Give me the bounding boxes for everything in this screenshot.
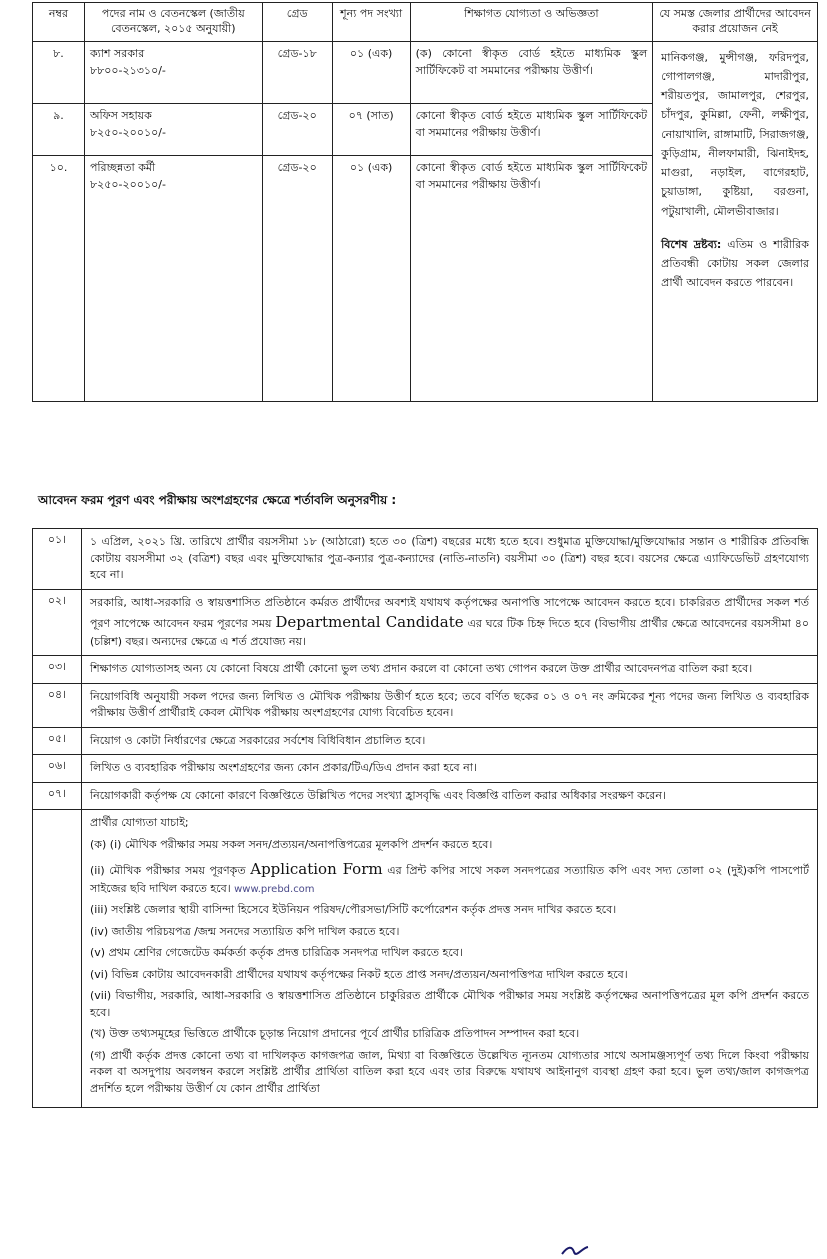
condition-row [33, 589, 818, 656]
watermark-text: www.prebd.com [234, 883, 315, 895]
row-vacancy: ০১ (এক) [332, 41, 410, 103]
row-qualification: (ক) কোনো স্বীকৃত বোর্ড হইতে মাধ্যমিক স্কুল সার্টিফিকেট বা সমমানের পরীক্ষায় উত্তীর্ণ। [410, 41, 653, 103]
header-excluded-districts: যে সমস্ত জেলার প্রার্থীদের আবেদন করার প্রয়োজন নেই [653, 3, 818, 42]
verification-item: (খ) উক্ত তথ্যসমূহের ভিত্তিতে প্রার্থীকে চূড়ান্ত নিয়োগ প্রদানের পূর্বে প্রার্থীর চারিত্রিক প্রতিপাদন সম্পাদন করা হবে। [90, 1027, 580, 1040]
row-post [84, 155, 262, 401]
table-row [33, 41, 818, 103]
condition-row [33, 656, 818, 684]
header-grade: গ্রেড [262, 3, 332, 42]
row-vacancy: ০১ (এক) [332, 155, 410, 401]
verification-text-part: এর প্রিন্ট কপির সাথে সকল সনদপত্রের সত্যায়িত কপি এবং সদ্য তোলা ০২ (দুই)কপি পাসপোর্ট সাইজের ছবি দাখিল করতে হবে। [90, 864, 809, 895]
special-note [661, 235, 809, 293]
condition-row [33, 755, 818, 783]
condition-number: ০৭। [33, 782, 82, 810]
application-form-term: Application Form [250, 860, 383, 878]
posts-table [32, 2, 818, 402]
verification-item: (iv) জাতীয় পরিচয়পত্র /জন্ম সনদের সত্যায়িত কপি দাখিল করতে হবে। [90, 924, 400, 938]
verification-item [90, 858, 809, 897]
condition-text [82, 589, 818, 656]
condition-text-part: এর ঘরে টিক চিহ্ন দিতে হবে (বিভাগীয় প্রার্থীর ক্ষেত্রে আবেদনের বয়সসীমা ৪০ (চল্লিশ) বছর। অন্যদের ক্ষেত্রে এ শর্ত প্রযোজ্য নয়। [90, 617, 810, 648]
conditions-table [32, 528, 818, 1108]
header-vacancy: শূন্য পদ সংখ্যা [332, 3, 410, 42]
row-qualification: কোনো স্বীকৃত বোর্ড হইতে মাধ্যমিক স্কুল সার্টিফিকেট বা সমমানের পরীক্ষায় উত্তীর্ণ। [410, 155, 653, 401]
pay-scale: ৮২৫০-২০০১০/- [89, 125, 166, 139]
signature-mark [560, 1244, 590, 1256]
verification-item: (vi) বিভিন্ন কোটায় আবেদনকারী প্রার্থীদের যথাযথ কর্তৃপক্ষের নিকট হতে প্রাপ্ত সনদ/প্রত্যয়ন/অনাপত্তিপত্র দাখিল করতে হবে। [90, 967, 628, 981]
condition-text: শিক্ষাগত যোগ্যতাসহ অন্য যে কোনো বিষয়ে প্রার্থী কোনো ভুল তথ্য প্রদান করলে বা কোনো তথ্য গোপন করলে উক্ত প্রার্থীর আবেদনপত্র বাতিল করা হবে। [82, 656, 818, 684]
row-grade: গ্রেড-২০ [262, 155, 332, 401]
verification-item: (vii) বিভাগীয়, সরকারি, আধা-সরকারি ও স্বায়ত্তশাসিত প্রতিষ্ঠানে চাকুরিরত প্রার্থীকে মৌখিক পরীক্ষার সময় সংশ্লিষ্ট কর্তৃপক্ষের অনাপত্তিপত্রের মূল কপি প্রদর্শন করতে হবে। [90, 989, 809, 1019]
verification-block [82, 810, 818, 1108]
post-name: অফিস সহায়ক [89, 108, 152, 122]
header-serial: নম্বর [33, 3, 85, 42]
condition-text: নিয়োগ ও কোটা নির্ধারণের ক্ষেত্রে সরকারের সর্বশেষ বিধিবিধান প্রচালিত হবে। [82, 727, 818, 755]
condition-row [33, 727, 818, 755]
row-serial: ৯. [33, 103, 85, 155]
note-label: বিশেষ দ্রষ্টব্য: [661, 237, 722, 251]
pay-scale: ৮৮০০-২১৩১০/- [89, 63, 166, 77]
condition-number: ০৩। [33, 656, 82, 684]
header-post-scale: পদের নাম ও বেতনস্কেল (জাতীয় বেতনস্কেল, ২০১৫ অনুযায়ী) [84, 3, 262, 42]
row-serial: ৮. [33, 41, 85, 103]
row-grade: গ্রেড-২০ [262, 103, 332, 155]
conditions-heading: আবেদন ফরম পূরণ এবং পরীক্ষায় অংশগ্রহণের ক্ষেত্রে শর্তাবলি অনুসরণীয় : [38, 493, 397, 507]
condition-text: নিয়োগকারী কর্তৃপক্ষ যে কোনো কারণে বিজ্ঞপ্তিতে উল্লিখিত পদের সংখ্যা হ্রাসবৃদ্ধি এবং বিজ্ঞপ্তি বাতিল করার অধিকার সংরক্ষণ করেন। [82, 782, 818, 810]
condition-number: ০২। [33, 589, 82, 656]
condition-text: নিয়োগবিধি অনুযায়ী সকল পদের জন্য লিখিত ও মৌখিক পরীক্ষায় উত্তীর্ণ হতে হবে; তবে বর্ণিত ছকের ০১ ও ০৭ নং ক্রমিকের শূন্য পদের জন্য লিখিত ও ব্যবহারিক পরীক্ষায় উত্তীর্ণ প্রার্থীরাই কেবল মৌখিক পরীক্ষায় অংশগ্রহণের যোগ্য বিবেচিত হবেন। [82, 683, 818, 727]
pay-scale: ৮২৫০-২০০১০/- [89, 177, 166, 191]
row-qualification: কোনো স্বীকৃত বোর্ড হইতে মাধ্যমিক স্কুল সার্টিফিকেট বা সমমানের পরীক্ষায় উত্তীর্ণ। [410, 103, 653, 155]
excluded-districts-cell [653, 41, 818, 401]
condition-text: লিখিত ও ব্যবহারিক পরীক্ষায় অংশগ্রহণের জন্য কোন প্রকার/টিএ/ডিএ প্রদান করা হবে না। [82, 755, 818, 783]
condition-row [33, 782, 818, 810]
verification-item: (iii) সংশ্লিষ্ট জেলার স্থায়ী বাসিন্দা হিসেবে ইউনিয়ন পরিষদ/পৌরসভা/সিটি কর্পোরেশন কর্তৃক প্রদত্ত সনদ দাখির করতে হবে। [90, 903, 617, 916]
header-qualification: শিক্ষাগত যোগ্যতা ও অভিজ্ঞতা [410, 3, 653, 42]
note-text: এতিম ও শারীরিক প্রতিবন্ধী কোটায় সকল জেলার প্রার্থী আবেদন করতে পারবেন। [661, 237, 809, 290]
condition-number: ০৬। [33, 755, 82, 783]
condition-row [33, 529, 818, 590]
condition-text: ১ এপ্রিল, ২০২১ খ্রি. তারিখে প্রার্থীর বয়সসীমা ১৮ (আঠারো) হতে ৩০ (ত্রিশ) বছরের মধ্যে হতে হবে। শুধুমাত্র মুক্তিযোদ্ধা/মুক্তিযোদ্ধার সন্তান ও শারীরিক প্রতিবন্ধি কোটায় বয়সসীমা ৩২ (বত্রিশ) বছর এবং মুক্তিযোদ্ধার পুত্র-কন্যার পুত্র-কন্যাদের (নাতি-নাতনি) বয়সীমা ৩০ (ত্রিশ) বছর হবে। বয়সের ক্ষেত্রে এ্যাফিডেভিট গ্রহণযোগ্য হবে না। [82, 529, 818, 590]
condition-number [33, 810, 82, 1108]
condition-row [33, 810, 818, 1108]
row-vacancy: ০৭ (সাত) [332, 103, 410, 155]
row-post [84, 103, 262, 155]
verification-item: (v) প্রথম শ্রেণির গেজেটেড কর্মকর্তা কর্তৃক প্রদত্ত চারিত্রিক সনদপত্র দাখিল করতে হবে। [90, 946, 463, 959]
post-name: পরিচ্ছন্নতা কর্মী [89, 160, 156, 174]
departmental-candidate-term: Departmental Candidate [275, 613, 464, 631]
condition-number: ০১। [33, 529, 82, 590]
row-serial: ১০. [33, 155, 85, 401]
post-name: ক্যাশ সরকার [89, 46, 145, 60]
verification-intro: প্রার্থীর যোগ্যতা যাচাই; [90, 816, 189, 829]
posts-header-row [33, 3, 818, 42]
row-post [84, 41, 262, 103]
verification-text-part: (ii) মৌখিক পরীক্ষার সময় পূরণকৃত [90, 864, 251, 877]
verification-item: (গ) প্রার্থী কর্তৃক প্রদত্ত কোনো তথ্য বা দাখিলকৃত কাগজপত্র জাল, মিথ্যা বা বিজ্ঞপ্তিতে উল্লেখিত ন্যূনতম যোগ্যতার সাথে অসামঞ্জস্যপূর্ণ তথ্য দিলে কিংবা পরীক্ষায় নকল বা অসদুপায় অবলম্বন করলে সংশ্লিষ্ট প্রার্থীর প্রার্থিতা বাতিল করা হবে এবং তার বিরুদ্ধে যথাযথ আইনানুগ ব্যবস্থা গ্রহণ করা হবে। ভুল তথ্য/জাল কাগজপত্র প্রদর্শিত হলে পরীক্ষায় উত্তীর্ণ যে কোন প্রার্থীর প্রার্থিতা [90, 1048, 809, 1095]
verification-item: (ক) (i) মৌখিক পরীক্ষার সময় সকল সনদ/প্রত্যয়ন/অনাপত্তিপত্রের মূলকপি প্রদর্শন করতে হবে। [90, 837, 493, 851]
district-list: মানিকগঞ্জ, মুন্সীগঞ্জ, ফরিদপুর, গোপালগঞ্জ, মাদারীপুর, শরীয়তপুর, জামালপুর, শেরপুর, চাঁদপুর, কুমিল্লা, ফেনী, লক্ষীপুর, নোয়াখালি, রাঙ্গামাটি, সিরাজগঞ্জ, কুড়িগ্রাম, নীলফামারী, ঝিনাইদহ, মাগুরা, নড়াইল, বাগেরহাট, চুয়াডাঙ্গা, কুষ্টিয়া, বরগুনা, পটুয়াখালী, মৌলভীবাজার। [661, 50, 809, 218]
row-grade: গ্রেড-১৮ [262, 41, 332, 103]
condition-number: ০৪। [33, 683, 82, 727]
condition-row [33, 683, 818, 727]
condition-text-part: সরকারি, আধা-সরকারি ও স্বায়ত্তশাসিত প্রতিষ্ঠানে কর্মরত প্রার্থীদের অবশ্যই যথাযথ কর্তৃপক্ষের অনাপত্তি সাপেক্ষে আবেদন করতে হবে। চাকরিরত প্রার্থীদের সকল শর্ত পূরণ সাপেক্ষে আবেদন ফরম পূরণের সময় [90, 595, 809, 630]
condition-number: ০৫। [33, 727, 82, 755]
